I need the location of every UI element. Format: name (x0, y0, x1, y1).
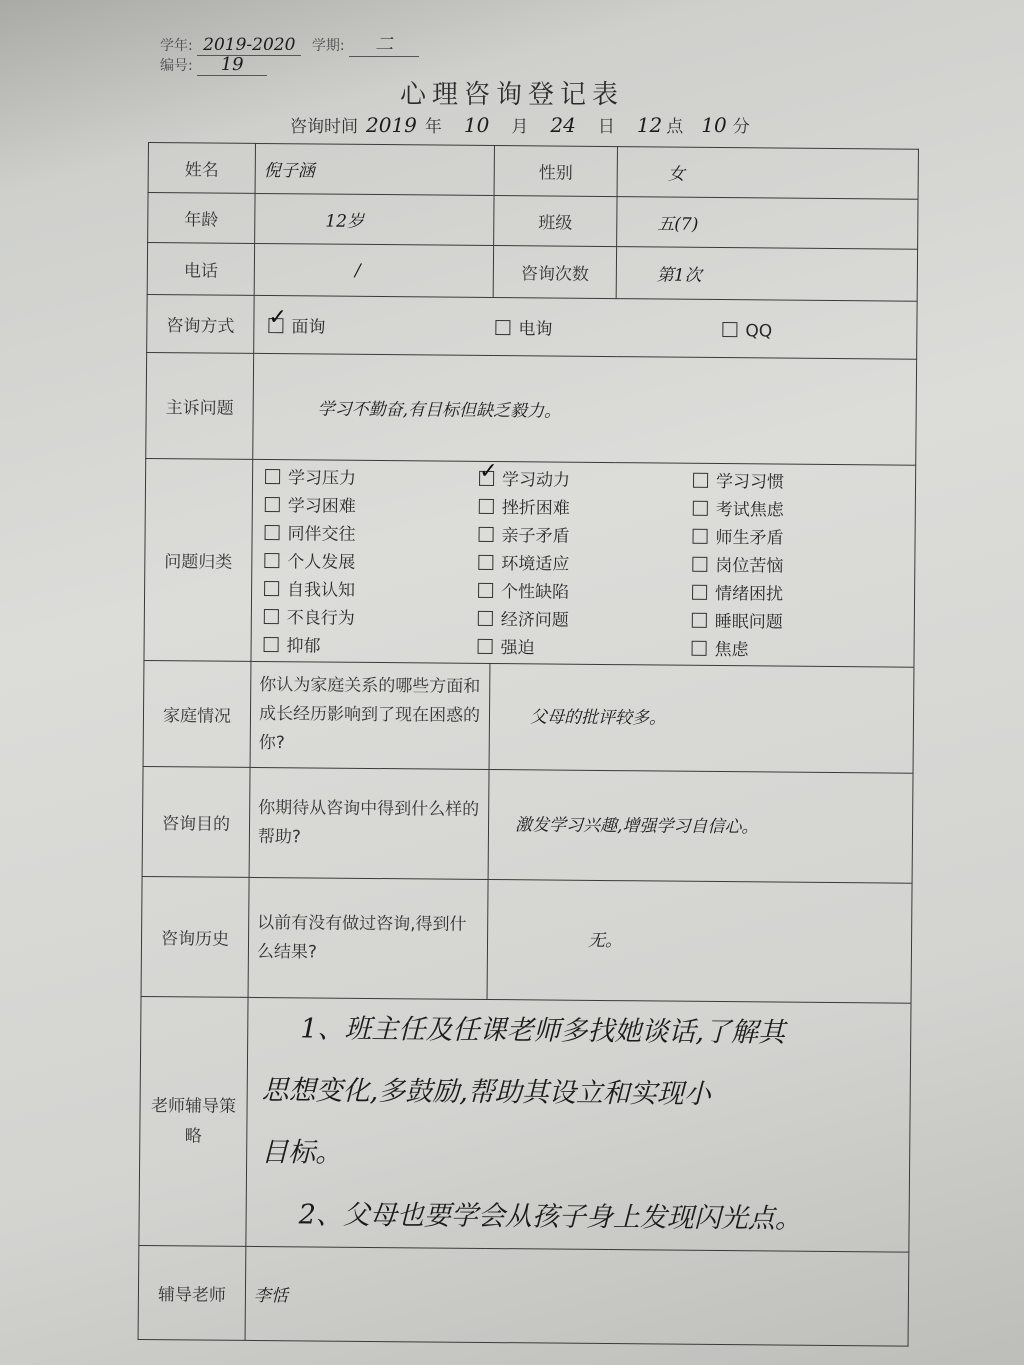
consult-month: 10 (463, 113, 490, 137)
strategy-label: 老师辅导策略 (139, 996, 248, 1246)
checkbox-icon[interactable] (479, 526, 494, 541)
term-value: 二 (349, 30, 419, 57)
school-year-line (160, 30, 419, 57)
method-option-qq[interactable] (722, 321, 772, 341)
category-option-label: 岗位苦恼 (715, 555, 784, 577)
category-option-label: 环境适应 (501, 553, 570, 575)
checkbox-icon[interactable] (692, 612, 707, 627)
method-option-label: 面询 (291, 317, 326, 338)
history-question: 以前有没有做过咨询,得到什么结果? (248, 877, 488, 999)
teacher-signature: 李恬 (245, 1246, 909, 1346)
checkbox-checked-icon[interactable] (268, 318, 283, 333)
strategy-content (246, 997, 911, 1252)
checkbox-icon[interactable] (692, 640, 707, 655)
school-year-value: 2019-2020 (197, 35, 301, 56)
phone-value: / (254, 243, 493, 297)
number-value: 19 (197, 54, 267, 76)
count-label: 咨询次数 (493, 246, 616, 299)
category-option[interactable] (693, 495, 907, 525)
category-option[interactable] (692, 551, 906, 581)
categories-options (251, 459, 916, 667)
complaint-label: 主诉问题 (146, 352, 254, 459)
category-option[interactable] (264, 576, 478, 606)
category-option[interactable] (693, 467, 907, 497)
category-option-label: 强迫 (500, 637, 535, 658)
checkbox-icon[interactable] (478, 554, 493, 569)
family-label: 家庭情况 (143, 660, 251, 767)
category-option-label: 考试焦虑 (715, 499, 784, 521)
checkbox-icon[interactable] (264, 581, 279, 596)
age-label: 年龄 (148, 193, 255, 244)
name-label: 姓名 (148, 143, 255, 194)
strategy-line: 目标。 (261, 1137, 343, 1169)
category-option[interactable] (478, 549, 692, 579)
category-option[interactable] (691, 635, 905, 665)
method-option-face[interactable] (268, 312, 325, 337)
category-option[interactable] (692, 523, 906, 553)
strategy-line: 1、班主任及任课老师多找她谈话,了解其 (300, 1013, 786, 1049)
category-option-label: 经济问题 (500, 609, 569, 631)
checkbox-icon[interactable] (478, 582, 493, 597)
consult-time (290, 112, 750, 137)
family-question: 你认为家庭关系的哪些方面和成长经历影响到了现在困惑的你? (250, 661, 490, 769)
category-option[interactable] (265, 464, 479, 494)
history-label: 咨询历史 (141, 876, 249, 997)
consult-hour: 12 (636, 113, 663, 137)
checkbox-icon[interactable] (692, 556, 707, 571)
category-option-label: 抑郁 (286, 635, 321, 657)
age-value: 12岁 (255, 193, 494, 245)
month-unit: 月 (511, 117, 529, 137)
strategy-line: 思想变化,多鼓励,帮助其设立和实现小 (261, 1075, 712, 1110)
strategy-row (139, 996, 911, 1252)
category-option[interactable] (263, 632, 477, 662)
category-option-label: 情绪困扰 (714, 583, 784, 605)
complaint-row (146, 352, 917, 465)
checkbox-icon[interactable] (478, 638, 493, 653)
category-option-label: 学习困难 (287, 495, 356, 517)
category-option-label: 师生矛盾 (715, 527, 784, 549)
checkbox-icon[interactable] (693, 528, 708, 543)
number-label: 编号: (160, 58, 193, 74)
consult-day: 24 (550, 113, 576, 137)
checkbox-icon[interactable] (264, 637, 279, 652)
checkbox-icon[interactable] (264, 609, 279, 624)
family-answer: 父母的批评较多。 (489, 664, 914, 774)
category-option-label: 个性缺陷 (501, 581, 570, 603)
hour-unit: 点 (666, 117, 684, 137)
category-option-label: 个人发展 (287, 551, 356, 573)
purpose-answer: 激发学习兴趣,增强学习自信心。 (488, 769, 913, 883)
term-label: 学期: (311, 38, 345, 54)
category-option[interactable] (692, 607, 906, 637)
category-option[interactable] (479, 465, 693, 495)
category-option[interactable] (265, 492, 479, 522)
checkbox-icon[interactable] (693, 472, 708, 487)
checkbox-icon[interactable] (693, 500, 708, 515)
category-option-label: 亲子矛盾 (501, 525, 570, 547)
checkbox-icon[interactable] (479, 498, 494, 513)
categories-row (144, 458, 916, 667)
category-option-label: 不良行为 (286, 607, 355, 629)
teacher-row (138, 1245, 909, 1346)
method-option-label: 电询 (518, 319, 553, 340)
registration-table (138, 142, 919, 1347)
method-options (254, 295, 917, 359)
category-option[interactable] (264, 604, 478, 634)
checkbox-icon[interactable] (692, 584, 707, 599)
day-unit: 日 (597, 117, 615, 137)
categories-grid (259, 462, 907, 666)
category-option-label: 焦虑 (714, 639, 749, 660)
minute-unit: 分 (732, 117, 750, 137)
category-option[interactable] (478, 521, 692, 551)
history-answer: 无。 (487, 879, 912, 1003)
phone-label: 电话 (147, 243, 254, 296)
checkbox-icon[interactable] (264, 553, 279, 568)
purpose-question: 你期待从咨询中得到什么样的帮助? (249, 767, 489, 879)
category-option-label: 学习压力 (287, 467, 357, 489)
category-column (477, 465, 693, 663)
category-option-label: 挫折困难 (501, 497, 570, 519)
checkbox-icon[interactable] (478, 610, 493, 625)
category-column (691, 467, 907, 665)
class-value: 五(7) (617, 197, 918, 250)
method-option-phone[interactable] (495, 314, 552, 339)
category-option-label: 学习习惯 (715, 471, 785, 493)
teacher-label: 辅导老师 (138, 1245, 246, 1340)
consult-minute: 10 (701, 113, 727, 137)
checkbox-icon[interactable] (495, 320, 510, 335)
school-year-label: 学年: (160, 38, 193, 54)
consult-time-label: 咨询时间 (290, 117, 358, 137)
count-value: 第1次 (616, 247, 917, 302)
strategy-line: 2、父母也要学会从孩子身上发现闪光点。 (298, 1199, 802, 1235)
method-row (147, 294, 917, 359)
category-option-label: 学习动力 (501, 469, 571, 491)
category-option[interactable] (477, 633, 691, 663)
phone-row (147, 243, 917, 302)
gender-value: 女 (617, 147, 918, 200)
category-option-label: 同伴交往 (287, 523, 356, 545)
checkbox-icon[interactable] (265, 497, 280, 512)
method-option-label: QQ (745, 321, 773, 342)
name-row (148, 143, 918, 200)
checkbox-icon[interactable] (722, 322, 737, 337)
category-option[interactable] (264, 548, 478, 578)
checkbox-checked-icon[interactable] (479, 470, 494, 485)
history-row (141, 876, 912, 1003)
family-row (143, 660, 914, 773)
category-option[interactable] (264, 520, 478, 550)
name-value: 倪子涵 (255, 143, 494, 195)
checkbox-icon[interactable] (265, 469, 280, 484)
age-row (148, 193, 918, 250)
category-column (263, 464, 479, 662)
form-title: 心理咨询登记表 (399, 80, 624, 110)
category-option[interactable] (692, 579, 906, 609)
consult-year: 2019 (366, 113, 417, 137)
purpose-label: 咨询目的 (142, 766, 250, 877)
checkbox-icon[interactable] (265, 525, 280, 540)
number-line (160, 54, 267, 76)
year-unit: 年 (424, 117, 442, 137)
category-option-label: 睡眠问题 (714, 611, 783, 633)
category-option[interactable] (478, 605, 692, 635)
purpose-row (142, 766, 913, 883)
gender-label: 性别 (494, 146, 617, 197)
categories-label: 问题归类 (144, 458, 253, 661)
complaint-value: 学习不勤奋,有目标但缺乏毅力。 (253, 353, 917, 465)
category-option[interactable] (478, 577, 692, 607)
category-option[interactable] (479, 493, 693, 523)
category-option-label: 自我认知 (287, 579, 356, 601)
class-label: 班级 (494, 196, 617, 247)
method-label: 咨询方式 (147, 294, 255, 353)
